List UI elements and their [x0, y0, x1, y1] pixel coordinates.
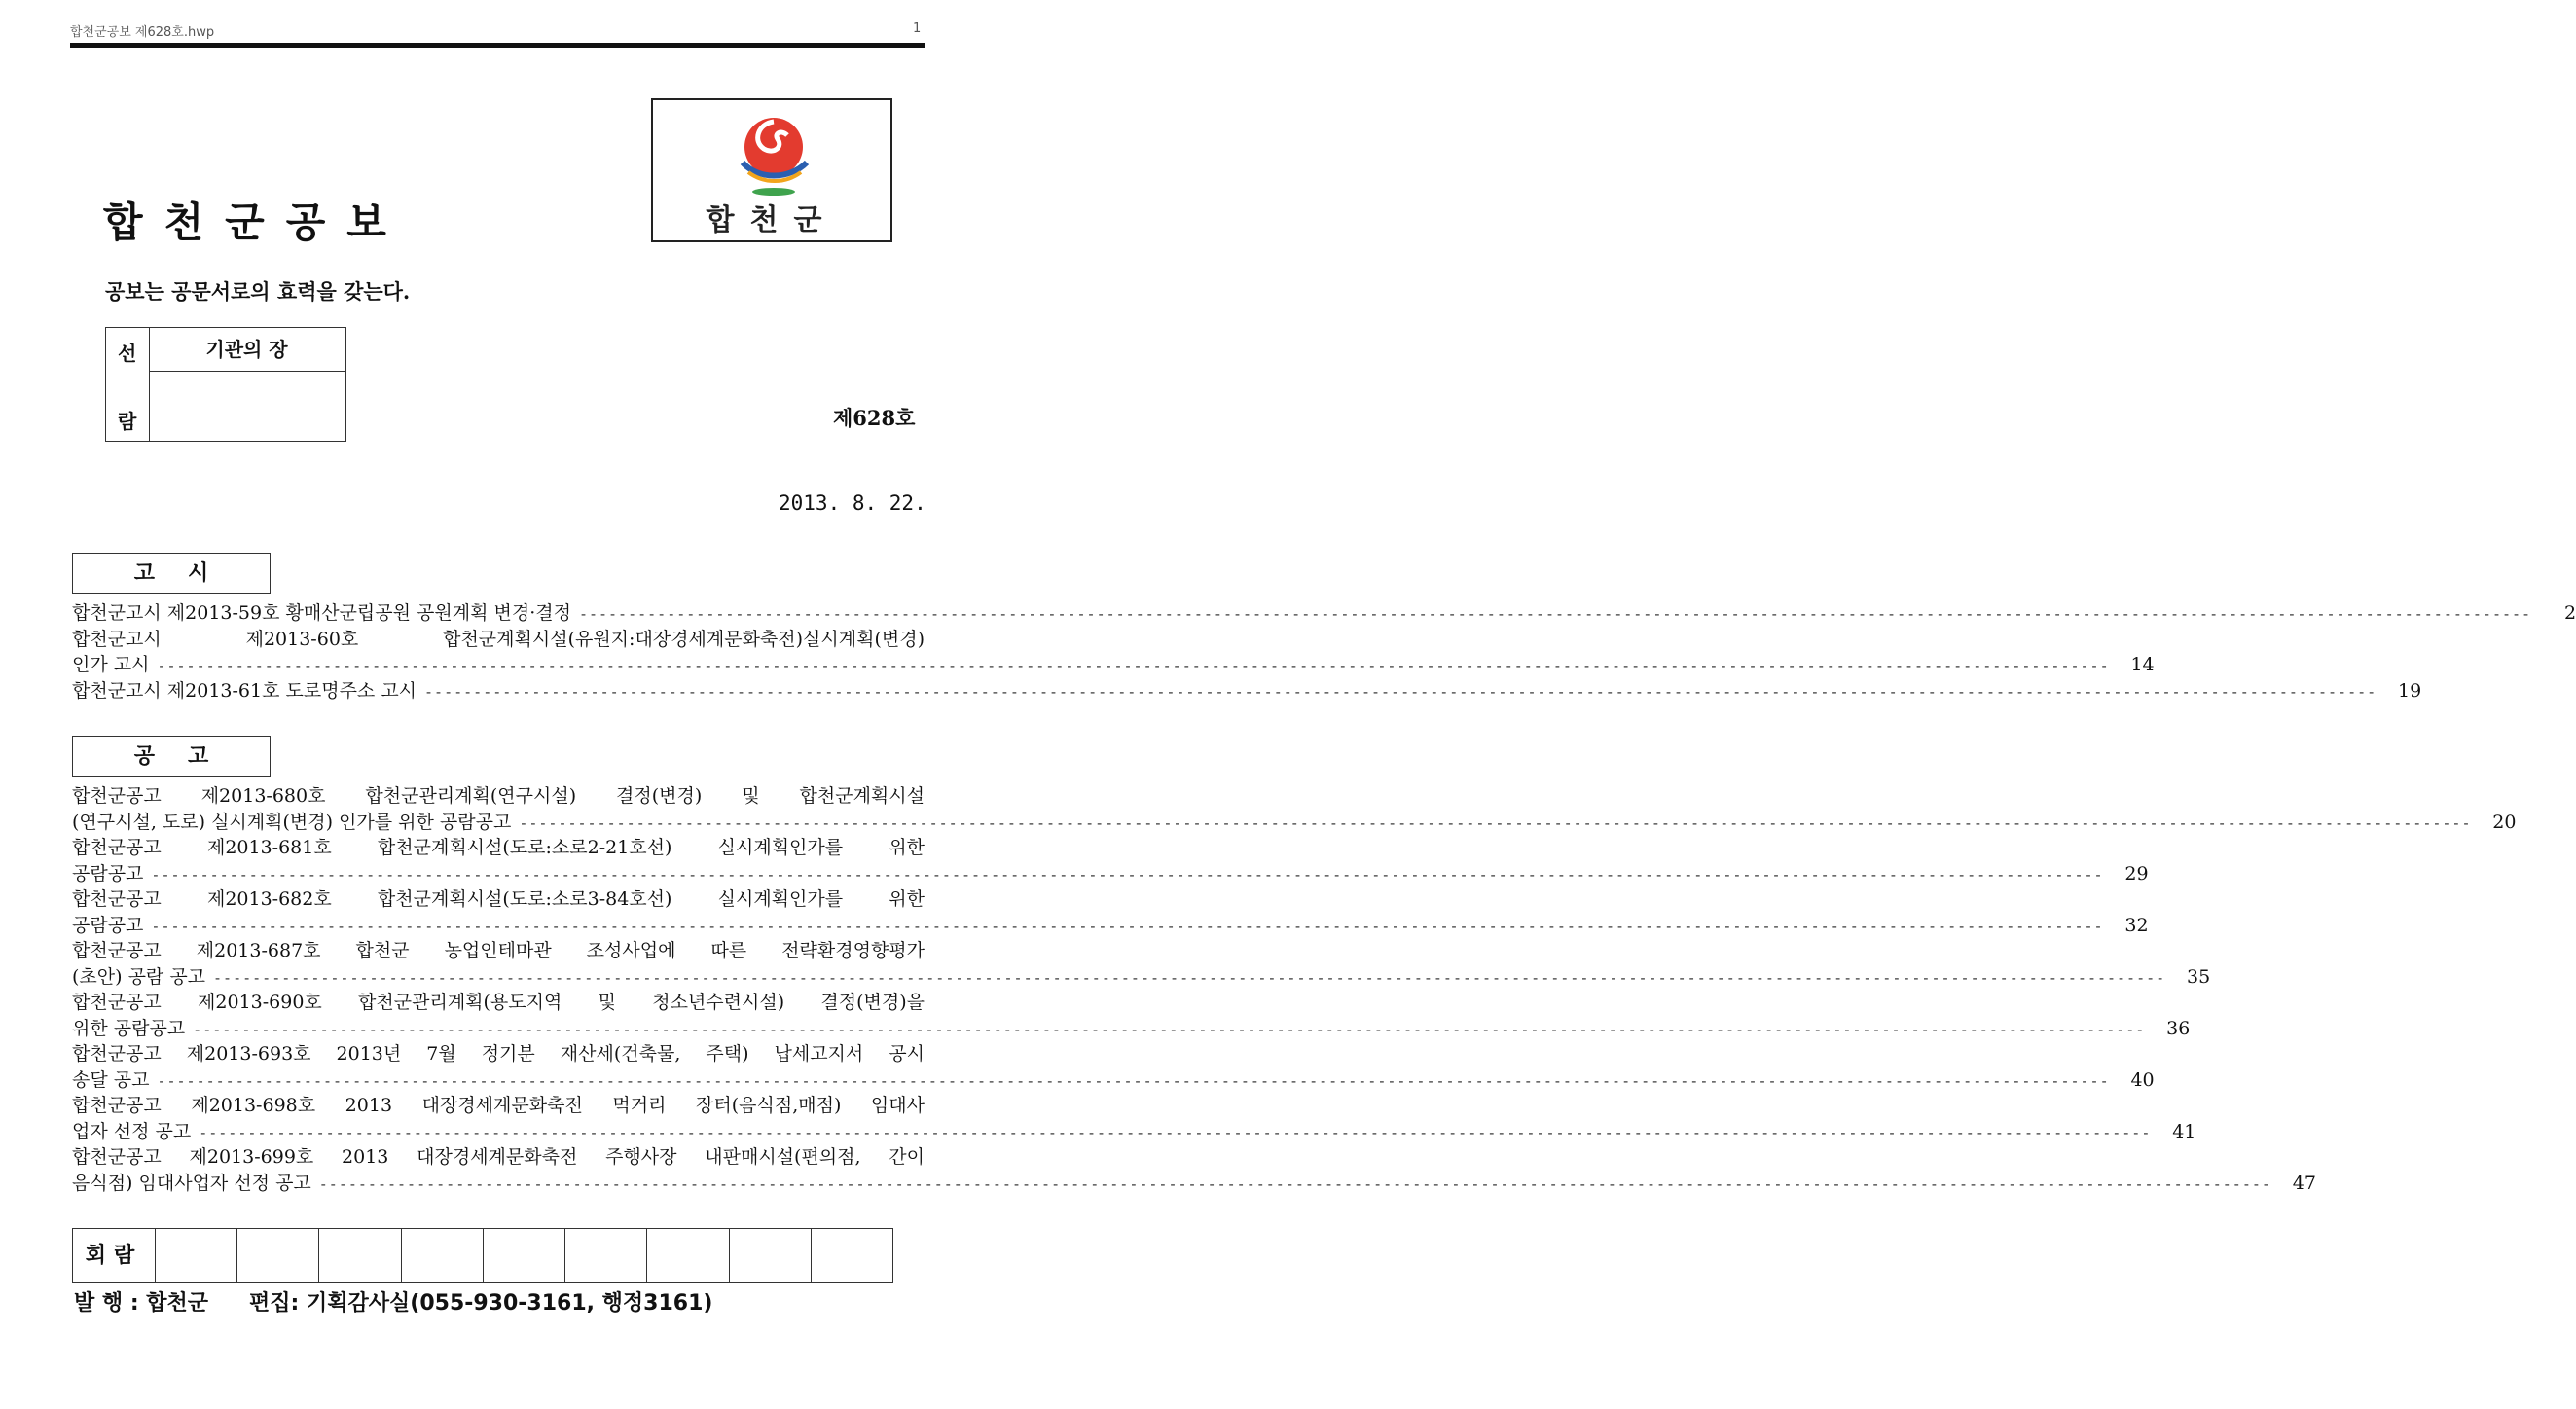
toc-entry-title: 합천군고시 제2013-59호 황매산군립공원 공원계획 변경·결정 — [72, 602, 571, 624]
toc-entry-text: 합천군공고 제2013-687호 합천군 농업인테마관 조성사업에 따른 전략환경영향평가 — [72, 940, 925, 961]
routing-side-top: 선 — [118, 342, 137, 365]
toc-page-number: 35 — [2187, 965, 2211, 988]
county-emblem-icon — [733, 112, 815, 201]
toc-leader: -------------------------------------------------------------------------------------------------------------------------------------------------------------------------------------------------------- — [578, 605, 2532, 623]
toc-page-number: 20 — [2492, 811, 2517, 833]
review-label: 회람 — [73, 1229, 156, 1282]
toc-entry — [72, 652, 2155, 678]
toc-leader: -------------------------------------------------------------------------------------------------------------------------------------------------------------------------------------------------------- — [151, 917, 2104, 935]
review-cell — [484, 1229, 565, 1282]
toc-entry-text: 합천군공고 제2013-682호 합천군계획시설(도로:소로3-84호선) 실시계획인가를 위한 — [72, 888, 925, 910]
routing-side — [106, 328, 150, 441]
toc-entry — [72, 913, 2149, 939]
review-cell — [565, 1229, 647, 1282]
toc-entry-title: 업자 선정 공고 — [72, 1120, 192, 1142]
header-rule — [70, 43, 925, 48]
review-cell — [402, 1229, 484, 1282]
footer — [74, 1286, 712, 1317]
toc-leader: -------------------------------------------------------------------------------------------------------------------------------------------------------------------------------------------------------- — [151, 865, 2104, 884]
toc-gosi — [72, 600, 2576, 704]
routing-side-bottom: 람 — [118, 410, 137, 433]
toc-leader: -------------------------------------------------------------------------------------------------------------------------------------------------------------------------------------------------------- — [213, 968, 2166, 987]
review-cell — [319, 1229, 401, 1282]
toc-entry-title: (연구시설, 도로) 실시계획(변경) 인가를 위한 공람공고 — [72, 811, 512, 833]
toc-entry-title: 공람공고 — [72, 862, 144, 885]
toc-entry-title: 음식점) 임대사업자 선정 공고 — [72, 1172, 311, 1194]
toc-entry-text: 합천군공고 제2013-681호 합천군계획시설(도로:소로2-21호선) 실시계획인가를 위한 — [72, 837, 925, 858]
toc-entry-text: 합천군공고 제2013-680호 합천군관리계획(연구시설) 결정(변경) 및 합천군계획시설 — [72, 785, 925, 807]
routing-header: 기관의 장 — [149, 328, 345, 372]
section-heading-gonggo: 공고 — [72, 736, 271, 777]
toc-page-number: 32 — [2124, 914, 2149, 936]
toc-page-number: 47 — [2292, 1172, 2316, 1194]
publication-title: 합천군공보 — [103, 199, 408, 246]
toc-page-number: 40 — [2130, 1068, 2155, 1091]
toc-entry-text: 합천군공고 제2013-698호 2013 대장경세계문화축전 먹거리 장터(음식점,매점) 임대사 — [72, 1095, 925, 1116]
toc-entry — [72, 964, 2211, 991]
toc-page-number: 29 — [2124, 862, 2149, 885]
toc-entry-title: 인가 고시 — [72, 654, 150, 675]
toc-entry — [72, 1067, 2155, 1094]
toc-entry-title: 송달 공고 — [72, 1068, 150, 1091]
toc-entry-text: 합천군공고 제2013-693호 2013년 7월 정기분 재산세(건축물, 주택) 납세고지서 공시 — [72, 1043, 925, 1065]
toc-leader: -------------------------------------------------------------------------------------------------------------------------------------------------------------------------------------------------------- — [424, 682, 2377, 701]
issue-date: 2013. 8. 22. — [779, 491, 926, 515]
toc-leader: -------------------------------------------------------------------------------------------------------------------------------------------------------------------------------------------------------- — [193, 1020, 2146, 1038]
toc-leader: -------------------------------------------------------------------------------------------------------------------------------------------------------------------------------------------------------- — [157, 657, 2110, 674]
toc-page-number: 2 — [2564, 602, 2576, 624]
toc-entry — [72, 810, 2517, 836]
toc-entry-title: 위한 공람공고 — [72, 1017, 186, 1039]
section-heading-gosi: 고시 — [72, 553, 271, 594]
publication-subtitle: 공보는 공문서로의 효력을 갖는다. — [105, 279, 411, 304]
toc-entry — [72, 1119, 2196, 1145]
toc-leader: -------------------------------------------------------------------------------------------------------------------------------------------------------------------------------------------------------- — [318, 1174, 2271, 1193]
toc-entry-text: 합천군고시 제2013-60호 합천군계획시설(유원지:대장경세계문화축전)실시계획(변경) — [72, 628, 925, 650]
toc-entry-title: (초안) 공람 공고 — [72, 965, 206, 988]
toc-entry — [72, 678, 2422, 704]
toc-entry-text: 합천군공고 제2013-699호 2013 대장경세계문화축전 주행사장 내판매시설(편의점, 간이 — [72, 1146, 925, 1168]
footer-publisher: 발 행 : 합천군 — [74, 1291, 209, 1316]
toc-entry-title: 합천군고시 제2013-61호 도로명주소 고시 — [72, 679, 417, 702]
review-cell — [812, 1229, 892, 1282]
review-cell — [647, 1229, 729, 1282]
toc-gonggo — [72, 783, 2517, 1196]
toc-page-number: 36 — [2166, 1017, 2191, 1039]
routing-box — [105, 327, 346, 442]
toc-entry — [72, 600, 2576, 627]
footer-editor: 편집: 기획감사실(055-930-3161, 행정3161) — [249, 1291, 713, 1316]
toc-entry-title: 공람공고 — [72, 914, 144, 936]
toc-page-number: 19 — [2398, 679, 2422, 702]
toc-leader: -------------------------------------------------------------------------------------------------------------------------------------------------------------------------------------------------------- — [157, 1071, 2110, 1090]
toc-leader: -------------------------------------------------------------------------------------------------------------------------------------------------------------------------------------------------------- — [199, 1123, 2152, 1141]
logo-text: 합천군 — [706, 203, 838, 237]
toc-page-number: 14 — [2130, 654, 2155, 675]
issue-number: 제628호 — [833, 406, 916, 430]
county-logo — [651, 98, 892, 242]
toc-page-number: 41 — [2172, 1120, 2196, 1142]
review-cell — [730, 1229, 812, 1282]
toc-entry — [72, 1016, 2191, 1042]
file-name: 합천군공보 제628호.hwp — [70, 25, 215, 40]
toc-entry-text: 합천군공고 제2013-690호 합천군관리계획(용도지역 및 청소년수련시설) 결정(변경)을 — [72, 992, 925, 1013]
toc-entry — [72, 861, 2149, 887]
review-cell — [237, 1229, 319, 1282]
toc-entry — [72, 1171, 2316, 1197]
review-table — [72, 1228, 893, 1283]
review-cell — [156, 1229, 237, 1282]
toc-leader: -------------------------------------------------------------------------------------------------------------------------------------------------------------------------------------------------------- — [519, 813, 2472, 832]
page-number: 1 — [913, 21, 922, 36]
